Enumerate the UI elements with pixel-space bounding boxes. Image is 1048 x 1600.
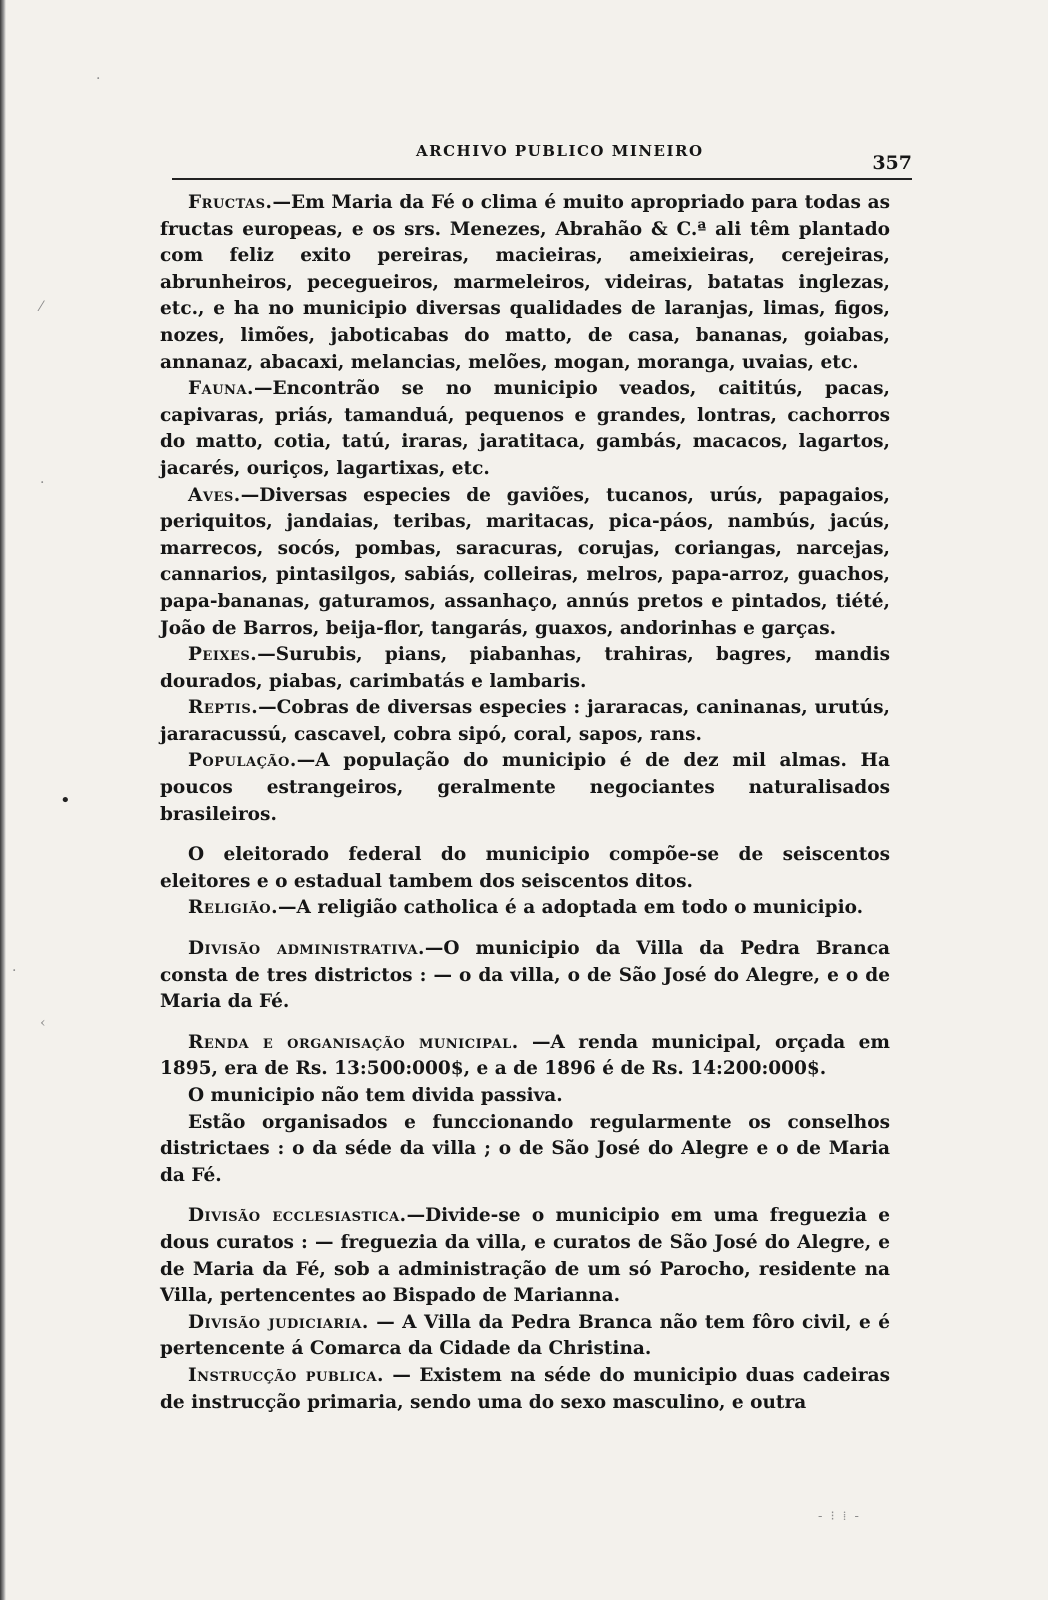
running-title: ARCHIVO PUBLICO MINEIRO (416, 142, 704, 160)
print-speck: • (60, 790, 71, 811)
page-body (160, 190, 890, 1416)
paragraph-text: —Cobras de diversas especies : jararacas, caninanas, urutús, jararacussú, cascavel, cobra sipó, coral, sapos, rans. (160, 697, 890, 745)
paragraph-peixes (160, 642, 890, 695)
paragraph-text: —O municipio da Villa da Pedra Branca consta de tres districtos : — o da villa, o de São José do Alegre, e o de Maria da Fé. (160, 938, 890, 1013)
paragraph-populacao (160, 748, 890, 828)
section-term: Renda e organisação municipal. (188, 1031, 519, 1053)
paragraph-conselhos (160, 1110, 890, 1190)
print-smudge: - ⁝ ⁞ - (818, 1509, 861, 1524)
section-term: Peixes. (188, 644, 258, 666)
print-speck: · (40, 475, 45, 491)
paragraph-text: —A religião catholica é a adoptada em todo o municipio. (278, 897, 864, 919)
paragraph-text: —Divide-se o municipio em uma freguezia e dous curatos : — freguezia da villa, e curatos de São José do Alegre, e de Maria da Fé, sob a administração de um só Parocho, residente na Villa, pertencentes ao Bispado de Marianna. (160, 1205, 890, 1307)
page-header (172, 138, 912, 180)
paragraph-religiao (160, 895, 890, 922)
paragraph-instruccao (160, 1363, 890, 1416)
paragraph-text: —A população do municipio é de dez mil almas. Ha poucos estrangeiros, geralmente negociantes naturalisados brasileiros. (160, 750, 890, 825)
paragraph-text: — Existem na séde do municipio duas cadeiras de instrucção primaria, sendo uma do sexo masculino, e outra (160, 1364, 890, 1413)
paragraph-divisao-administrativa (160, 936, 890, 1016)
paragraph-renda (160, 1030, 890, 1083)
paragraph-divisao-judiciaria (160, 1310, 890, 1363)
paragraph-aves (160, 483, 890, 643)
paragraph-fructas (160, 190, 890, 376)
section-term: Divisão ecclesiastica. (188, 1205, 407, 1227)
paragraph-text: —Surubis, pians, piabanhas, trahiras, bagres, mandis dourados, piabas, carimbatás e lambaris. (160, 644, 890, 692)
print-speck: ‹ (40, 1015, 46, 1031)
paragraph-text: —Diversas especies de gaviões, tucanos, urús, papagaios, periquitos, jandaias, teribas, maritacas, pica-páos, nambús, jacús, marrecos, socós, pombas, saracuras, corujas, coriangas, narcejas, cannarios, pintasilgos, sabiás, colleiras, melros, papa-arroz, guachos, papa-bananas, gaturamos, assanhaço, annús pretos e pintados, tiété, João de Barros, beija-flor, tangarás, guaxos, andorinhas e garças. (160, 484, 890, 639)
page-number: 357 (872, 152, 912, 174)
paragraph-text: —Encontrão se no municipio veados, caititús, pacas, capivaras, priás, tamanduá, pequenos e grandes, lontras, cachorros do matto, cotia, tatú, iraras, jaratitaca, gambás, macacos, lagartos, jacarés, ouriços, lagartixas, etc. (160, 378, 890, 479)
paragraph-divisao-ecclesiastica (160, 1203, 890, 1309)
section-term: População. (188, 750, 297, 772)
paragraph-eleitorado (160, 842, 890, 895)
paragraph-text: — A Villa da Pedra Branca não tem fôro civil, e é pertencente á Comarca da Cidade da Christina. (160, 1311, 890, 1360)
page-binding-edge (0, 0, 6, 1600)
section-term: Fauna. (188, 378, 254, 400)
paragraph-text: —A renda municipal, orçada em 1895, era de Rs. 13:500:000$, e a de 1896 é de Rs. 14:200:000$. (160, 1031, 890, 1080)
paragraph-divida (160, 1083, 890, 1110)
paragraph-reptis (160, 695, 890, 748)
print-speck: · (12, 963, 17, 979)
print-speck: ⁄ (40, 299, 43, 315)
section-term: Divisão judiciaria. (188, 1311, 369, 1333)
section-term: Instrucção publica. (188, 1364, 384, 1386)
section-term: Divisão administrativa. (188, 938, 425, 960)
paragraph-text: —Em Maria da Fé o clima é muito apropriado para todas as fructas europeas, e os srs. Menezes, Abrahão & C.ª ali têm plantado com feliz exito pereiras, macieiras, ameixieiras, cerejeiras, abrunheiros, pecegueiros, marmeleiros, videiras, batatas inglezas, etc., e ha no municipio diversas qualidades de laranjas, limas, figos, nozes, limões, jaboticabas do matto, de casa, bananas, goiabas, annanaz, abacaxi, melancias, melões, mogan, moranga, uvaias, etc. (160, 192, 890, 373)
section-term: Reptis. (188, 697, 259, 719)
section-term: Fructas. (188, 192, 273, 213)
paragraph-fauna (160, 376, 890, 482)
section-term: Aves. (188, 484, 241, 506)
paragraph-text: O eleitorado federal do municipio compõe-se de seiscentos eleitores e o estadual tambem dos seiscentos ditos. (160, 844, 890, 892)
paragraph-text: Estão organisados e funccionando regularmente os conselhos districtaes : o da séde da villa ; o de São José do Alegre e o de Maria da Fé. (160, 1111, 890, 1186)
print-speck: · (96, 71, 101, 87)
section-term: Religião. (188, 897, 279, 919)
paragraph-text: O municipio não tem divida passiva. (188, 1085, 563, 1106)
